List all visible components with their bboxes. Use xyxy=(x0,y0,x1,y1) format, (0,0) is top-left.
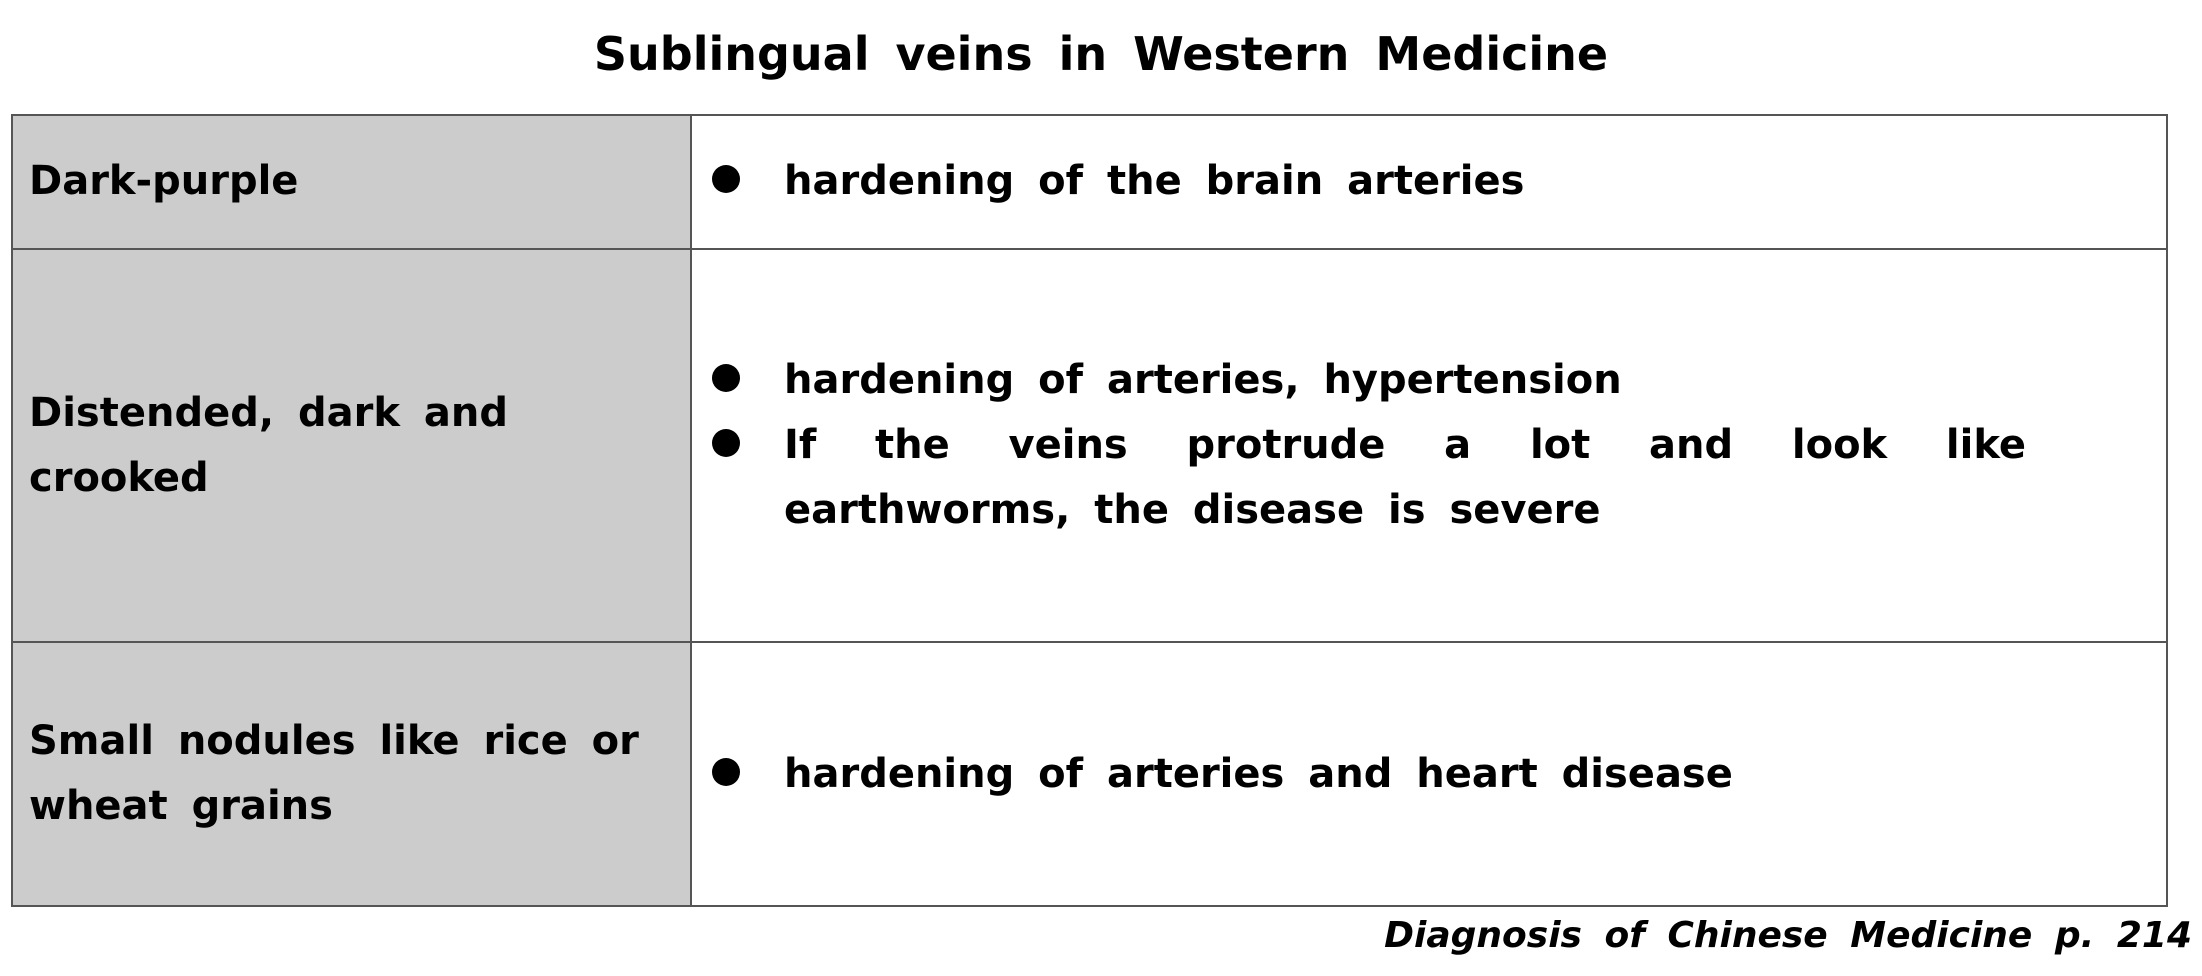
bullet-list xyxy=(712,149,2026,214)
bullet-text: If the veins protrude a lot and look like earthworms, the disease is severe xyxy=(784,422,2026,534)
page-title: Sublingual veins in Western Medicine xyxy=(593,27,1609,81)
bullet-dot-icon xyxy=(712,429,740,457)
bullet-text: hardening of arteries and heart disease xyxy=(784,750,1733,797)
veins-table xyxy=(11,114,2168,907)
list-item xyxy=(712,742,2026,807)
bullet-text: hardening of arteries, hypertension xyxy=(784,357,1622,404)
table-row-distended xyxy=(12,249,2167,643)
bullet-dot-icon xyxy=(712,364,740,392)
row-content-distended xyxy=(691,249,2167,643)
row-content-dark-purple xyxy=(691,115,2167,249)
list-item xyxy=(712,149,2026,214)
source-citation: Diagnosis of Chinese Medicine p. 214 xyxy=(1384,915,2192,956)
bullet-dot-icon xyxy=(712,758,740,786)
bullet-list xyxy=(712,742,2026,807)
list-item xyxy=(712,413,2026,543)
table-row-dark-purple xyxy=(12,115,2167,249)
table-row-small-nodules xyxy=(12,642,2167,906)
row-label-distended: Distended, dark and crooked xyxy=(12,249,691,643)
row-content-small-nodules xyxy=(691,642,2167,906)
list-item xyxy=(712,348,2026,413)
row-label-dark-purple: Dark-purple xyxy=(12,115,691,249)
bullet-text: hardening of the brain arteries xyxy=(784,158,1525,205)
row-label-small-nodules: Small nodules like rice or wheat grains xyxy=(12,642,691,906)
bullet-dot-icon xyxy=(712,165,740,193)
bullet-list xyxy=(712,348,2026,543)
